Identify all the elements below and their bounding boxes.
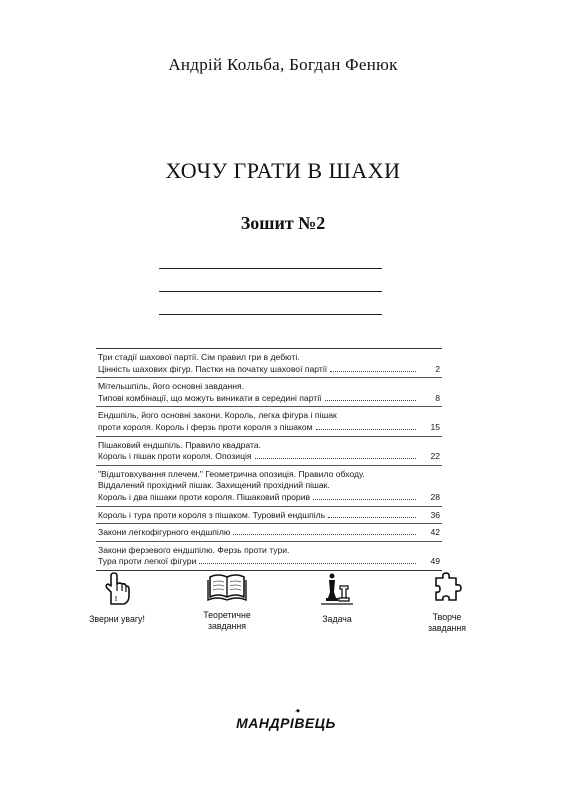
toc-page-number: 22 [430, 451, 440, 462]
legend-item-creative [402, 572, 492, 634]
legend-item-theory [182, 572, 272, 634]
toc-entry-text: Король і два пішаки проти короля. Пішаковий прорив [98, 491, 311, 502]
toc-leader-dots [255, 458, 416, 459]
toc-entry-text: Типові комбінації, що можуть виникати в середині партії [98, 392, 322, 403]
toc-leader-dots [233, 534, 416, 535]
toc-entry-last-line [98, 422, 442, 434]
svg-text:!: ! [114, 596, 118, 603]
toc-leader-dots [330, 371, 416, 372]
toc-leader-dots [199, 563, 416, 564]
toc-entry-text: Цінність шахових фігур. Пастки на початку шахової партії [98, 363, 328, 374]
legend-label-line-2: завдання [427, 623, 466, 633]
legend-label: Зверни увагу! [89, 614, 145, 624]
toc-entry-last-line [98, 527, 442, 539]
publisher-logo [226, 706, 346, 736]
toc-entry-text: Король і тура проти короля з пішаком. Туровий ендшпіль [98, 509, 326, 520]
toc-entry-last-line [98, 364, 442, 376]
toc-entry-line: "Відштовхування плечем." Геометрична опозиція. Правило обходу. [98, 468, 365, 479]
toc-page-number: 28 [430, 491, 440, 502]
toc-leader-dots [313, 499, 416, 500]
chess-pieces-icon [320, 572, 354, 606]
toc-page-number: 36 [430, 509, 440, 520]
toc-entry [96, 378, 442, 407]
table-of-contents [96, 348, 442, 571]
blank-line-2 [159, 291, 382, 292]
blank-line-1 [159, 268, 382, 269]
toc-page-number: 15 [430, 421, 440, 432]
toc-entry-line: Ендшпіль, його основні закони. Король, легка фігура і пішак [98, 410, 337, 421]
toc-entry [96, 542, 442, 570]
toc-leader-dots [325, 400, 416, 401]
icon-legend [72, 572, 492, 634]
toc-entry-last-line [98, 451, 442, 463]
toc-entry-text: проти короля. Король і ферзь проти короля з пішаком [98, 421, 313, 432]
toc-entry [96, 437, 442, 466]
toc-entry-line: Три стадії шахової партії. Сім правил гри в дебюті. [98, 352, 300, 362]
legend-label-line-2: завдання [207, 621, 246, 631]
toc-entry-last-line [98, 492, 442, 504]
toc-entry [96, 349, 442, 378]
toc-entry-line: Пішаковий ендшпіль. Правило квадрата. [98, 439, 261, 450]
toc-entry-text: Закони легкофігурного ендшпілю [98, 527, 231, 538]
toc-entry-last-line [98, 393, 442, 405]
book-title: ХОЧУ ГРАТИ В ШАХИ [165, 158, 401, 183]
toc-entry-last-line [98, 556, 442, 568]
toc-page-number: 2 [435, 363, 440, 374]
legend-label-line-1: Творче [432, 612, 462, 622]
pointing-hand-icon [102, 572, 132, 606]
toc-leader-dots [328, 517, 416, 518]
toc-page-number: 8 [435, 392, 440, 403]
legend-label: Задача [322, 614, 352, 624]
blank-line-3 [159, 314, 382, 315]
legend-item-attention [72, 572, 162, 634]
legend-label-line-1: Теоретичне [203, 610, 251, 620]
book-subtitle: Зошит №2 [240, 213, 326, 233]
toc-entry-line: Мітельшпіль, його основні завдання. [98, 381, 245, 392]
toc-entry-text: Король і пішак проти короля. Опозиція [98, 451, 252, 462]
toc-entry-line: Закони ферзевого ендшпілю. Ферзь проти тури. [98, 544, 290, 555]
toc-entry [96, 466, 442, 507]
authors: Андрій Кольба, Богдан Фенюк [168, 55, 398, 74]
puzzle-piece-icon [432, 572, 462, 604]
toc-entry [96, 407, 442, 436]
legend-item-task [292, 572, 382, 634]
open-book-icon [207, 572, 247, 602]
toc-entry-line: Віддалений прохідний пішак. Захищений прохідний пішак. [98, 480, 330, 491]
toc-page-number: 42 [430, 527, 440, 538]
toc-page-number: 49 [430, 556, 440, 567]
toc-entry [96, 507, 442, 525]
toc-entry-text: Тура проти легкої фігури [98, 556, 197, 567]
toc-entry [96, 524, 442, 542]
publisher-name: МАНДРІВЕЦЬ [236, 715, 336, 731]
toc-leader-dots [316, 429, 416, 430]
toc-entry-last-line [98, 510, 442, 522]
